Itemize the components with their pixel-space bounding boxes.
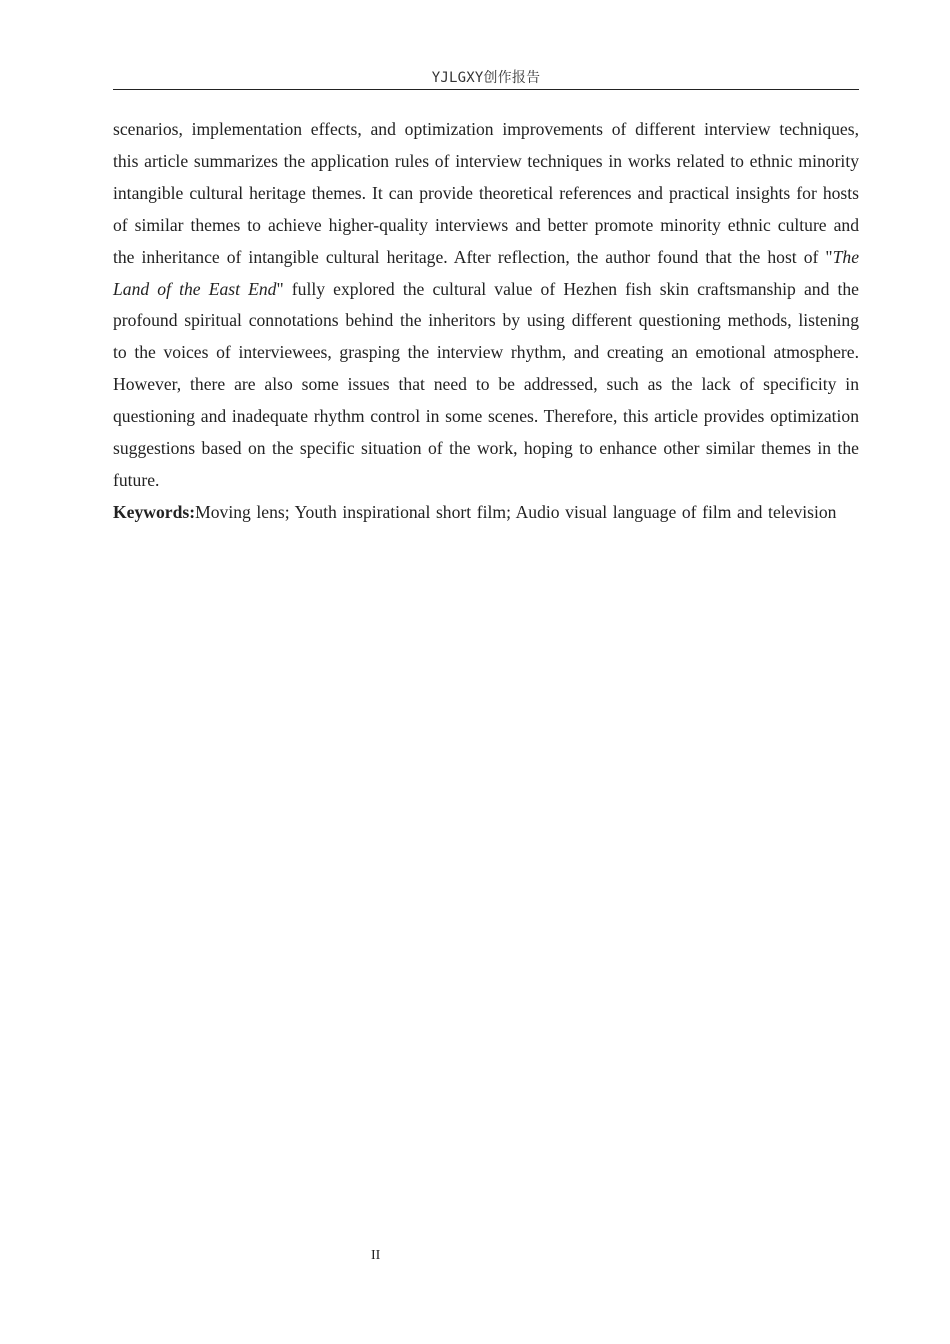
abstract-paragraph [113,114,859,497]
header-title: YJLGXY创作报告 [431,70,541,86]
running-header [113,68,859,90]
program-title: The Land of the East End [113,246,859,299]
keywords-paragraph [113,497,859,529]
keywords-label: Keywords: [113,501,196,522]
abstract-text-part-2: " fully explored the cultural value of Hezhen fish skin craftsmanship and the profound spiritual connotations behind the inheritors by using different questioning methods, listening to the voices of interviewees, grasping the interview rhythm, and creating an emotional atmosphere. However, there are also some issues that need to be addressed, such as the lack of specificity in questioning and inadequate rhythm control in some scenes. Therefore, this article provides optimization suggestions based on the specific situation of the work, hoping to enhance other similar themes in the future. [113,278,859,490]
page-number: II [371,1248,381,1263]
abstract-text-part-1: scenarios, implementation effects, and optimization improvements of different interview techniques, this article summarizes the application rules of interview techniques in works related to ethnic minority intangible cultural heritage themes. It can provide theoretical references and practical insights for hosts of similar themes to achieve higher-quality interviews and better promote minority ethnic culture and the inheritance of intangible cultural heritage. After reflection, the author found that the host of " [113,119,859,267]
abstract-body [113,114,859,529]
keywords-text: Moving lens; Youth inspirational short film; Audio visual language of film and television [195,501,837,522]
